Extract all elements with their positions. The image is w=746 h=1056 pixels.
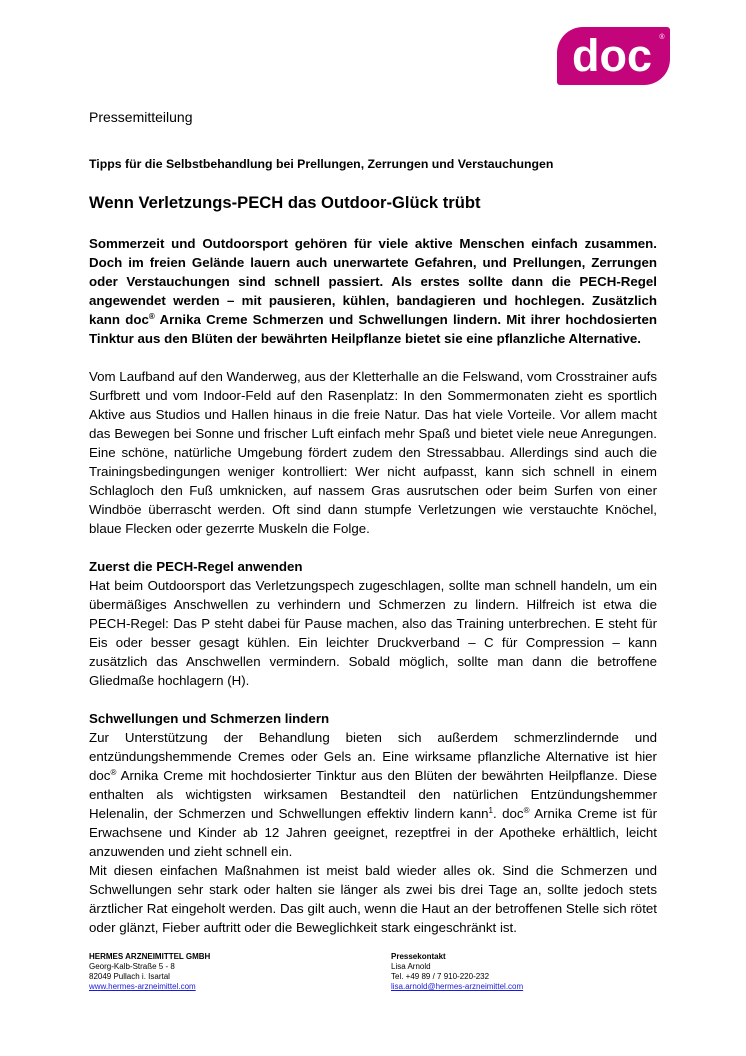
- lead-text-1: Sommerzeit und Outdoorsport gehören für viele aktive Menschen einfach zusammen. Doch im freien Gelände lauern auch unerwartete Gefahren, und Prellungen, Zerrungen oder Verstauchungen sind schnell passiert. Als erstes sollte dann die PECH-Regel angewendet werden – mit pausieren, kühlen, bandagieren und hochlegen. Zusätzlich kann doc: [89, 236, 657, 327]
- headline: Wenn Verletzungs-PECH das Outdoor-Glück trübt: [89, 193, 481, 212]
- lead-paragraph: [89, 234, 657, 348]
- company-name: HERMES ARZNEIMITTEL GMBH: [89, 952, 211, 961]
- section-heading-pech: Zuerst die PECH-Regel anwenden: [89, 559, 303, 574]
- section-heading-relief: Schwellungen und Schmerzen lindern: [89, 711, 330, 726]
- company-website-link[interactable]: www.hermes-arzneimittel.com: [89, 982, 196, 991]
- registered-mark: ®: [523, 806, 530, 815]
- subtitle: Tipps für die Selbstbehandlung bei Prellungen, Zerrungen und Verstauchungen: [89, 157, 554, 171]
- footnote-marker: 1: [488, 806, 493, 815]
- registered-mark: ®: [110, 768, 117, 777]
- press-contact-phone: Tel. +49 89 / 7 910-220-232: [391, 972, 490, 981]
- closing-paragraph: Mit diesen einfachen Maßnahmen ist meist bald wieder alles ok. Sind die Schmerzen und Schwellungen sehr stark oder halten sie länger als zwei bis drei Tage an, sollte jedoch stets ärztlicher Rat eingeholt werden. Das gilt auch, wenn die Haut an der betroffenen Stelle sich rötet oder glänzt, Fieber auftritt oder die Beweglichkeit stark eingeschränkt ist.: [89, 863, 657, 935]
- doc-logo: [557, 27, 670, 85]
- section-body-relief: [89, 728, 657, 861]
- press-contact-email-link[interactable]: lisa.arnold@hermes-arzneimittel.com: [391, 982, 524, 991]
- press-contact-name: Lisa Arnold: [391, 962, 431, 971]
- doc-logo-mark: [557, 27, 670, 85]
- press-contact-footer: [391, 952, 523, 992]
- relief-text-3: . doc: [492, 806, 524, 821]
- article-body: [89, 234, 657, 937]
- company-footer: [89, 952, 210, 992]
- section-body-pech: Hat beim Outdoorsport das Verletzungspech zugeschlagen, sollte man schnell handeln, um ein übermäßiges Anschwellen zu verhindern und Schmerzen zu lindern. Hilfreich ist etwa die PECH-Regel: Das P steht dabei für Pause machen, also das Training unterbrechen. E steht für Eis oder besser gesagt kühlen. Ein leichter Druckverband – C für Compression – kann zusätzlich das Anschwellen vermindern. Sobald möglich, sollte man dann die betroffene Gliedmaße hochlagern (H).: [89, 578, 657, 688]
- registered-mark: ®: [148, 312, 155, 321]
- company-city: 82049 Pullach i. Isartal: [89, 972, 170, 981]
- relief-text-4: Arnika Creme ist für Erwachsene und Kinder ab 12 Jahren geeignet, rezeptfrei in der Apotheke erhältlich, leicht anzuwenden und zieht schnell ein.: [89, 806, 658, 859]
- company-street: Georg-Kalb-Straße 5 - 8: [89, 962, 175, 971]
- logo-wordmark: doc: [571, 30, 653, 81]
- press-contact-title: Pressekontakt: [391, 952, 446, 961]
- document-type-label: Pressemitteilung: [89, 109, 193, 125]
- intro-paragraph: Vom Laufband auf den Wanderweg, aus der Kletterhalle an die Felswand, vom Crosstrainer aufs Surfbrett und vom Indoor-Feld auf den Rasenplatz: In den Sommermonaten zieht es sportlich Aktive aus Studios und Hallen hinaus in die freie Natur. Das hat viele Vorteile. Vor allem macht das Bewegen bei Sonne und frischer Luft einfach mehr Spaß und bietet viele neue Anregungen. Eine schöne, natürliche Umgebung fördert zudem den Stressabbau. Allerdings sind auch die Trainingsbedingungen weniger kontrolliert: Wer nicht aufpasst, kann sich schnell in einem Schlagloch den Fuß umknicken, auf nassem Gras ausrutschen oder beim Surfen von einer Windböe überrascht werden. Oft sind dann stumpfe Verletzungen wie verstauchte Knöchel, blaue Flecken oder gezerrte Muskeln die Folge.: [89, 369, 657, 536]
- relief-text-2: Arnika Creme mit hochdosierter Tinktur aus den Blüten der bewährten Heilpflanze. Diese enthalten als wichtigsten wirksamen Bestandteil den natürlichen Entzündungshemmer Helenalin, der Schmerzen und Schwellungen effektiv lindern kann: [89, 768, 657, 821]
- relief-text-1: Zur Unterstützung der Behandlung bieten sich außerdem schmerzlindernde und entzündungshemmende Cremes oder Gels an. Eine wirksame pflanzliche Alternative ist hier doc: [89, 730, 657, 783]
- lead-text-2: Arnika Creme Schmerzen und Schwellungen lindern. Mit ihrer hochdosierten Tinktur aus den Blüten der bewährten Heilpflanze bietet sie eine pflanzliche Alternative.: [89, 312, 657, 346]
- logo-registered-mark: ®: [659, 34, 665, 41]
